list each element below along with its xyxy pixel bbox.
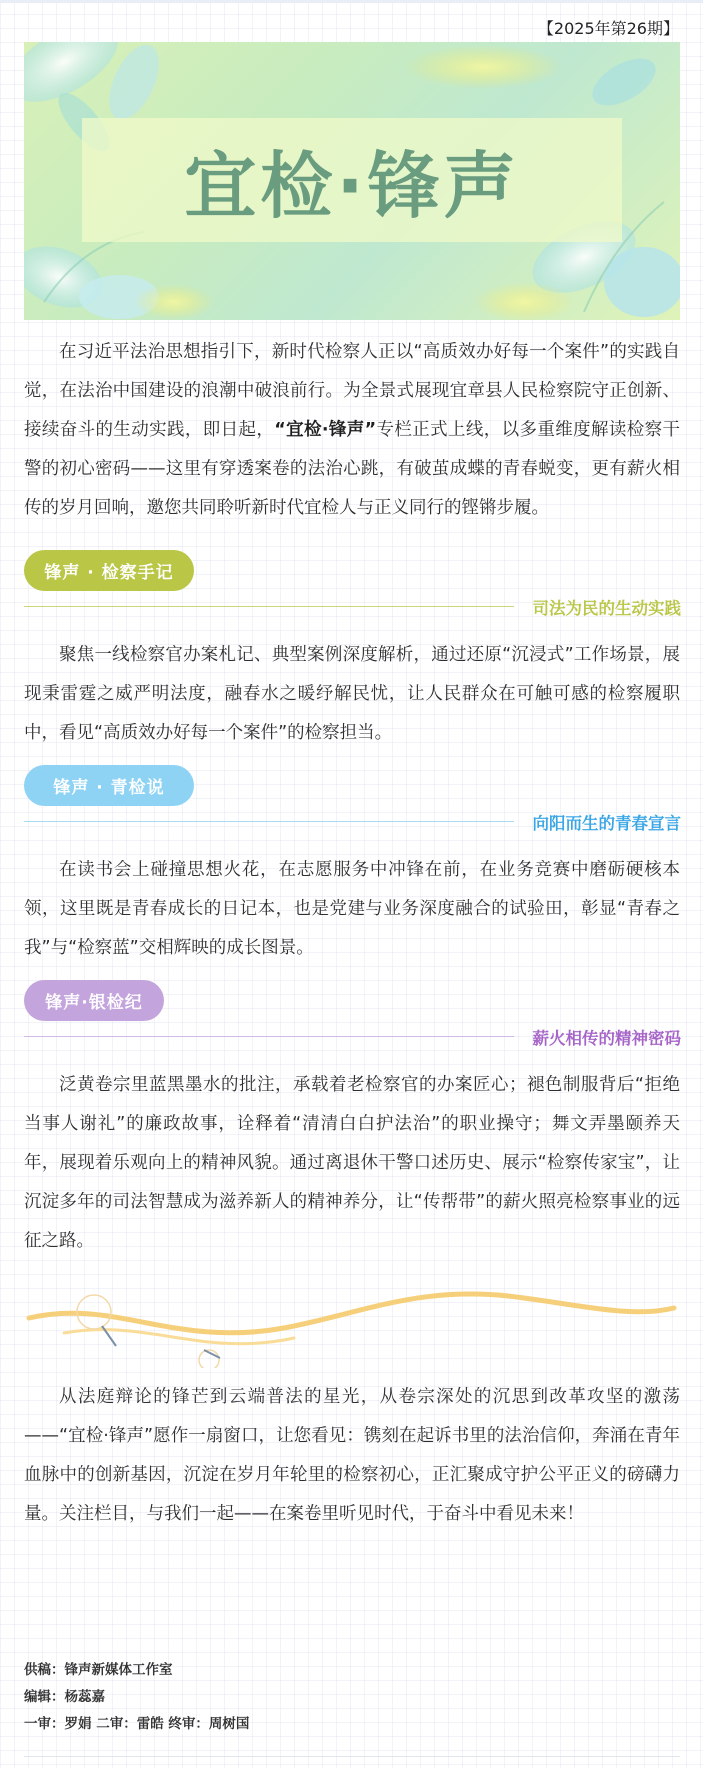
intro-text-end: 专栏正式上线，以多重维度解读检察干警的初心密码——这里有穿透案卷的法治心跳，有破茧成蝶的青春蜕变，更有薪火相传的岁月回响，邀您共同聆听新时代宜检人与正义同行的铿锵步履。 [24, 420, 681, 518]
intro-paragraph [24, 333, 680, 528]
section-subtitle: 薪火相传的精神密码 [532, 1029, 681, 1048]
section-body: 在读书会上碰撞思想火花，在志愿服务中冲锋在前，在业务竞赛中磨砺硬核本领，这里既是青春成长的日记本，也是党建与业务深度融合的试验田，彰显“青春之我”与“检察蓝”交相辉映的成长图景。 [24, 860, 680, 958]
issue-label: 【2025年第26期】 [537, 19, 679, 38]
section-tag-yinjian-ji: 锋声·银检纪 [24, 980, 164, 1021]
section-subtitle: 司法为民的生动实践 [532, 599, 681, 618]
banner-title: 宜检·锋声 [184, 144, 520, 228]
wave-decoration-icon [24, 1278, 680, 1368]
section-tag-qingjian-shuo: 锋声 · 青检说 [24, 765, 194, 806]
header-banner [24, 42, 680, 320]
credit-review: 一审：罗娟 二审：雷皓 终审：周树国 [24, 1716, 250, 1732]
section-tag-jiancha-shouji: 锋声 · 检察手记 [24, 550, 194, 591]
top-divider [0, 0, 703, 3]
section-divider [24, 606, 514, 607]
section-divider [24, 1036, 514, 1037]
credit-source: 供稿：锋声新媒体工作室 [24, 1662, 173, 1678]
column-name-emphasis: “宜检·锋声” [274, 420, 377, 440]
section-body: 泛黄卷宗里蓝黑墨水的批注，承载着老检察官的办案匠心；褪色制服背后“拒绝当事人谢礼”的廉政故事，诠释着“清清白白护法治”的职业操守；舞文弄墨颐养天年，展现着乐观向上的精神风貌。通过离退休干警口述历史、展示“检察传家宝”，让沉淀多年的司法智慧成为滋养新人的精神养分，让“传帮带”的薪火照亮检察事业的远征之路。 [24, 1075, 680, 1251]
banner-title-box [82, 118, 622, 242]
section-divider [24, 821, 514, 822]
section-body: 聚焦一线检察官办案札记、典型案例深度解析，通过还原“沉浸式”工作场景，展现秉雷霆之威严明法度，融春水之暖纾解民忧，让人民群众在可触可感的检察履职中，看见“高质效办好每一个案件”的检察担当。 [24, 645, 680, 743]
credit-editor: 编辑：杨蕊嘉 [24, 1689, 105, 1705]
bottom-divider [24, 1756, 680, 1757]
closing-paragraph: 从法庭辩论的锋芒到云端普法的星光，从卷宗深处的沉思到改革攻坚的激荡——“宜检·锋声”愿作一扇窗口，让您看见：镌刻在起诉书里的法治信仰，奔涌在青年血脉中的创新基因，沉淀在岁月年轮里的检察初心，正汇聚成守护公平正义的磅礴力量。关注栏目，与我们一起——在案卷里听见时代，于奋斗中看见未来！ [24, 1387, 680, 1524]
section-subtitle: 向阳而生的青春宣言 [532, 814, 681, 833]
intro-text-start: 在习近平法治思想指引下，新时代检察人正以“高质效办好每一个案件”的实践自觉，在法治中国建设的浪潮中破浪前行。为全景式展现宜章县人民检察院守正创新、接续奋斗的生动实践，即日起， [24, 342, 680, 440]
